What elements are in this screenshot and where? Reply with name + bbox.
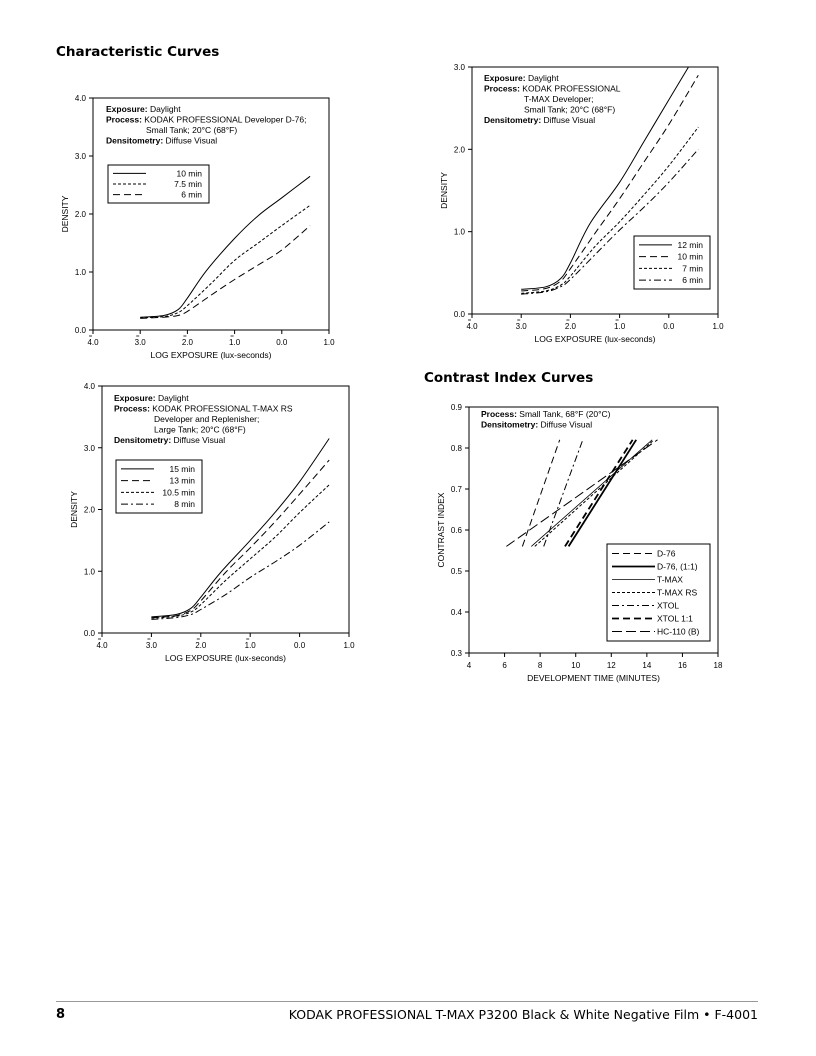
y-tick-label: 3.0	[74, 152, 86, 161]
legend-label: D-76, (1:1)	[657, 561, 698, 572]
y-tick-label: 4.0	[74, 94, 86, 103]
legend-label: D-76	[657, 548, 676, 559]
y-axis-label: DENSITY	[60, 195, 70, 233]
annotation-value: Daylight	[147, 104, 181, 114]
y-tick-label: 0.5	[450, 567, 462, 576]
series-line	[140, 205, 310, 317]
annotation-value: Small Tank; 20°C (68°F)	[146, 125, 238, 135]
legend-label: XTOL 1:1	[657, 613, 693, 624]
annotation-line	[481, 420, 592, 430]
y-tick-label: 1.0	[74, 268, 86, 277]
annotation-line	[114, 404, 293, 414]
characteristic-curves-heading: Characteristic Curves	[56, 44, 220, 60]
y-tick-label: 0.7	[450, 485, 462, 494]
legend-label: 10.5 min	[162, 487, 195, 498]
annotation-line	[154, 425, 246, 435]
y-axis-label: DENSITY	[439, 172, 449, 209]
annotation-line	[484, 73, 559, 83]
legend-label: 7 min	[682, 263, 703, 274]
x-tick-label: 3.0	[134, 338, 146, 347]
x-tick-label: 4.0	[87, 338, 99, 347]
y-tick-label: 3.0	[453, 63, 465, 72]
series-line	[565, 440, 633, 547]
legend-label: 10 min	[176, 168, 202, 179]
annotation-value: Developer and Replenisher;	[154, 414, 260, 424]
x-tick-label: 6	[502, 661, 507, 670]
annotation-value: KODAK PROFESSIONAL	[519, 83, 621, 94]
annotation-key: Exposure:	[484, 73, 526, 83]
series-line	[522, 440, 559, 547]
y-tick-label: 0.9	[450, 403, 462, 412]
annotation-line	[481, 409, 611, 419]
chart-tmax-rs	[69, 382, 355, 663]
x-tick-label: 4.0	[96, 641, 108, 650]
annotation-value: Small Tank, 68°F (20°C)	[516, 409, 611, 419]
annotation-value: Diffuse Visual	[538, 419, 593, 430]
annotation-key: Densitometry:	[114, 435, 172, 445]
annotation-key: Densitometry:	[484, 115, 542, 125]
annotation-value: Diffuse Visual	[171, 435, 226, 445]
annotation-value: T-MAX Developer;	[524, 94, 594, 104]
contrast-index-heading: Contrast Index Curves	[424, 370, 594, 386]
series-line	[506, 440, 657, 547]
legend-label: XTOL	[657, 600, 680, 611]
legend-label: 15 min	[169, 463, 195, 474]
x-tick-label: 0.0	[276, 338, 288, 347]
annotation-line	[484, 115, 595, 125]
x-tick-label: 1.0	[343, 641, 355, 650]
document-title: KODAK PROFESSIONAL T-MAX P3200 Black & White Negative Film • F-4001	[288, 1007, 758, 1022]
x-tick-label: 14	[642, 661, 652, 670]
y-axis-label: DENSITY	[69, 491, 79, 528]
series-line	[569, 440, 637, 547]
y-tick-label: 2.0	[74, 210, 86, 219]
annotation-line	[114, 435, 225, 445]
annotation-line	[106, 115, 306, 125]
legend-label: T-MAX	[657, 574, 683, 585]
series-line	[151, 522, 329, 620]
x-tick-label: 4.0	[466, 322, 478, 331]
x-tick-label: 16	[677, 661, 687, 670]
annotation-line	[106, 104, 181, 114]
x-axis-label: DEVELOPMENT TIME (MINUTES)	[527, 673, 660, 683]
y-tick-label: 0.0	[453, 310, 465, 319]
x-tick-label: 3.0	[515, 322, 527, 331]
y-tick-label: 2.0	[83, 505, 95, 515]
y-tick-label: 4.0	[83, 382, 95, 391]
annotation-key: Process:	[114, 403, 150, 414]
y-tick-label: 0.4	[450, 608, 462, 617]
annotation-value: KODAK PROFESSIONAL Developer D-76;	[141, 114, 307, 125]
y-tick-label: 1.0	[83, 567, 95, 577]
legend-label: 8 min	[174, 499, 195, 510]
x-tick-label: 0.0	[663, 322, 675, 331]
y-tick-label: 0.8	[450, 444, 462, 453]
series-line	[140, 226, 310, 319]
chart-d76	[60, 94, 335, 360]
annotation-line	[114, 393, 189, 403]
x-tick-label: 1.0	[712, 322, 724, 331]
x-tick-label: 4	[466, 661, 472, 670]
annotation-key: Exposure:	[106, 104, 148, 114]
x-axis-label: LOG EXPOSURE (lux-seconds)	[534, 334, 656, 344]
legend-label: 10 min	[677, 251, 703, 262]
annotation-value: Small Tank; 20°C (68°F)	[524, 104, 616, 115]
annotation-key: Process:	[106, 114, 142, 125]
annotation-line	[154, 414, 259, 424]
annotation-value: KODAK PROFESSIONAL T-MAX RS	[149, 403, 293, 414]
legend-label: 7.5 min	[174, 179, 202, 189]
x-tick-label: 8	[537, 661, 543, 670]
x-tick-label: 2.0	[195, 641, 207, 650]
y-tick-label: 3.0	[83, 443, 95, 453]
annotation-key: Densitometry:	[481, 419, 539, 430]
annotation-line	[524, 105, 615, 115]
annotation-key: Process:	[481, 409, 517, 419]
x-tick-label: 18	[713, 661, 723, 670]
annotation-value: Daylight	[155, 393, 189, 403]
page-number: 8	[56, 1007, 66, 1022]
annotation-line	[524, 94, 593, 104]
y-tick-label: 2.0	[453, 145, 465, 155]
y-axis-label: CONTRAST INDEX	[436, 492, 446, 568]
x-tick-label: 10	[571, 661, 581, 670]
annotation-value: Diffuse Visual	[541, 115, 596, 125]
annotation-line	[146, 125, 237, 135]
x-tick-label: 3.0	[145, 641, 157, 650]
x-tick-label: 0.0	[294, 641, 306, 650]
series-line	[544, 440, 583, 547]
legend-label: T-MAX RS	[657, 587, 698, 598]
x-tick-label: 12	[606, 661, 616, 670]
legend-label: HC-110 (B)	[657, 626, 700, 637]
annotation-value: Daylight	[525, 73, 559, 83]
legend-label: 6 min	[682, 275, 703, 286]
annotation-key: Exposure:	[114, 393, 156, 403]
chart-tmax-developer	[439, 63, 724, 344]
y-tick-label: 0.3	[450, 649, 462, 658]
footer-rule	[56, 1001, 758, 1002]
series-line	[535, 440, 654, 547]
x-axis-label: LOG EXPOSURE (lux-seconds)	[150, 350, 272, 360]
legend-label: 13 min	[169, 475, 195, 486]
annotation-key: Process:	[484, 83, 520, 94]
x-tick-label: 1.0	[614, 322, 626, 331]
annotation-line	[106, 136, 217, 146]
chart-contrast-index	[436, 403, 723, 683]
x-tick-label: 1.0	[229, 338, 241, 347]
x-axis-label: LOG EXPOSURE (lux-seconds)	[165, 653, 286, 663]
annotation-value: Diffuse Visual	[163, 135, 218, 146]
x-tick-label: 2.0	[181, 338, 193, 347]
annotation-key: Densitometry:	[106, 135, 164, 146]
y-tick-label: 1.0	[453, 227, 465, 237]
legend-label: 12 min	[677, 239, 703, 250]
x-tick-label: 1.0	[244, 641, 256, 650]
y-tick-label: 0.6	[450, 526, 462, 535]
x-tick-label: 2.0	[564, 322, 576, 331]
legend-label: 6 min	[181, 189, 202, 200]
y-tick-label: 0.0	[83, 629, 95, 638]
y-tick-label: 0.0	[74, 326, 86, 335]
x-tick-label: 1.0	[323, 338, 335, 347]
annotation-line	[484, 84, 621, 94]
annotation-value: Large Tank; 20°C (68°F)	[154, 424, 246, 435]
